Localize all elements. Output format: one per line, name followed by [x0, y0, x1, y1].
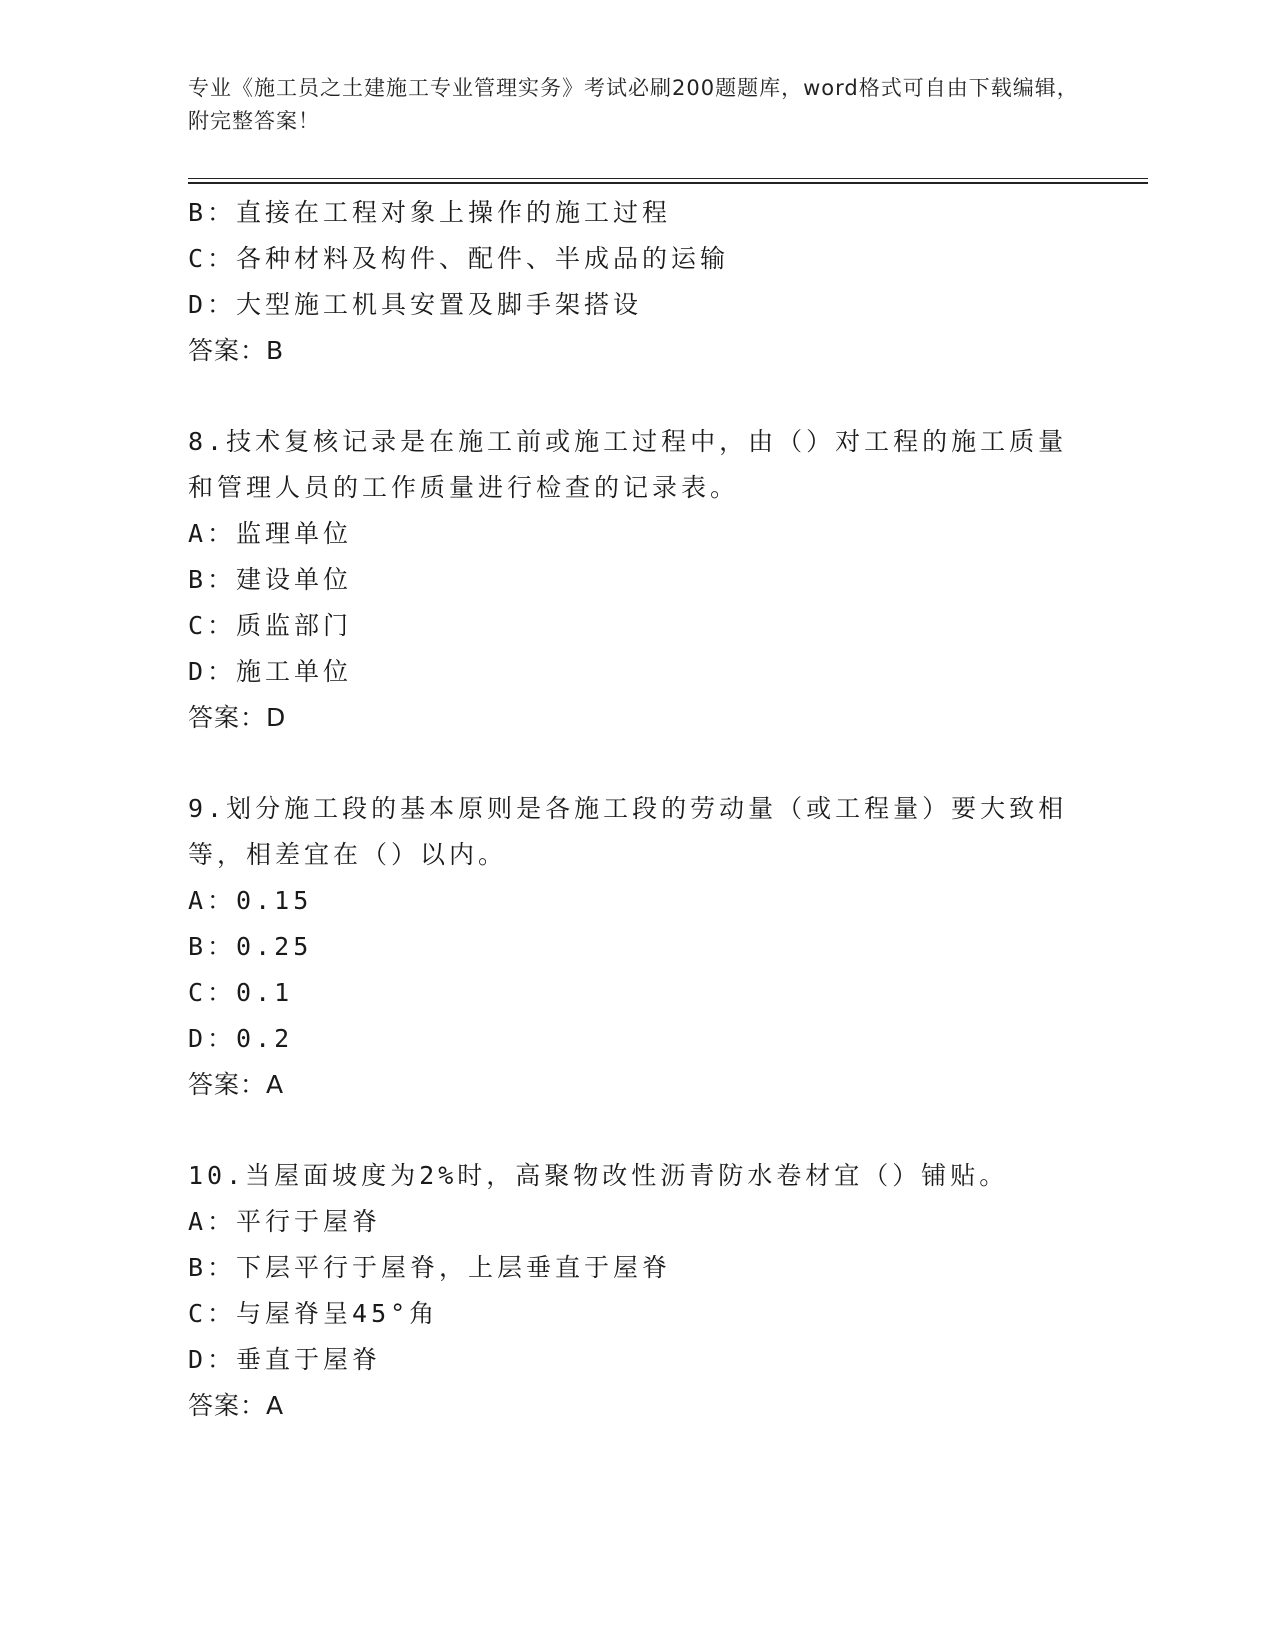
option-d: D：0.2: [188, 1024, 294, 1053]
spacer: [188, 374, 1088, 419]
option-c: C：各种材料及构件、配件、半成品的运输: [188, 244, 730, 273]
question-block-prev: [188, 190, 1088, 374]
option-b: B：下层平行于屋脊，上层垂直于屋脊: [188, 1253, 672, 1282]
option-c: C：0.1: [188, 978, 294, 1007]
option-c: C：质监部门: [188, 611, 353, 640]
option-a: A：平行于屋脊: [188, 1207, 382, 1236]
option-a: A：监理单位: [188, 519, 353, 548]
answer-line: 答案：A: [188, 1391, 285, 1420]
option-a: A：0.15: [188, 886, 313, 915]
spacer: [188, 1108, 1088, 1153]
option-d: D：大型施工机具安置及脚手架搭设: [188, 290, 643, 319]
answer-line: 答案：D: [188, 703, 287, 732]
question-block-8: [188, 419, 1088, 741]
answer-line: 答案：B: [188, 336, 285, 365]
question-stem-cont: 等，相差宜在（）以内。: [188, 840, 508, 869]
document-body: [188, 190, 1088, 1429]
question-block-9: [188, 786, 1088, 1108]
option-b: B：建设单位: [188, 565, 353, 594]
question-stem: 8.技术复核记录是在施工前或施工过程中，由（）对工程的施工质量: [188, 427, 1068, 456]
answer-line: 答案：A: [188, 1070, 285, 1099]
option-b: B：直接在工程对象上操作的施工过程: [188, 198, 672, 227]
question-stem: 9.划分施工段的基本原则是各施工段的劳动量（或工程量）要大致相: [188, 794, 1068, 823]
option-b: B：0.25: [188, 932, 313, 961]
option-d: D：施工单位: [188, 657, 353, 686]
spacer: [188, 741, 1088, 786]
question-stem-cont: 和管理人员的工作质量进行检查的记录表。: [188, 473, 740, 502]
header-rule-thick: [188, 182, 1148, 184]
question-stem: 10.当屋面坡度为2%时，高聚物改性沥青防水卷材宜（）铺贴。: [188, 1161, 1009, 1190]
question-block-10: [188, 1153, 1088, 1429]
page-header: 专业《施工员之土建施工专业管理实务》考试必刷200题题库，word格式可自由下载编辑，附完整答案！: [188, 76, 1079, 133]
header-rule-thin: [188, 178, 1148, 179]
option-c: C：与屋脊呈45°角: [188, 1299, 439, 1328]
option-d: D：垂直于屋脊: [188, 1345, 382, 1374]
